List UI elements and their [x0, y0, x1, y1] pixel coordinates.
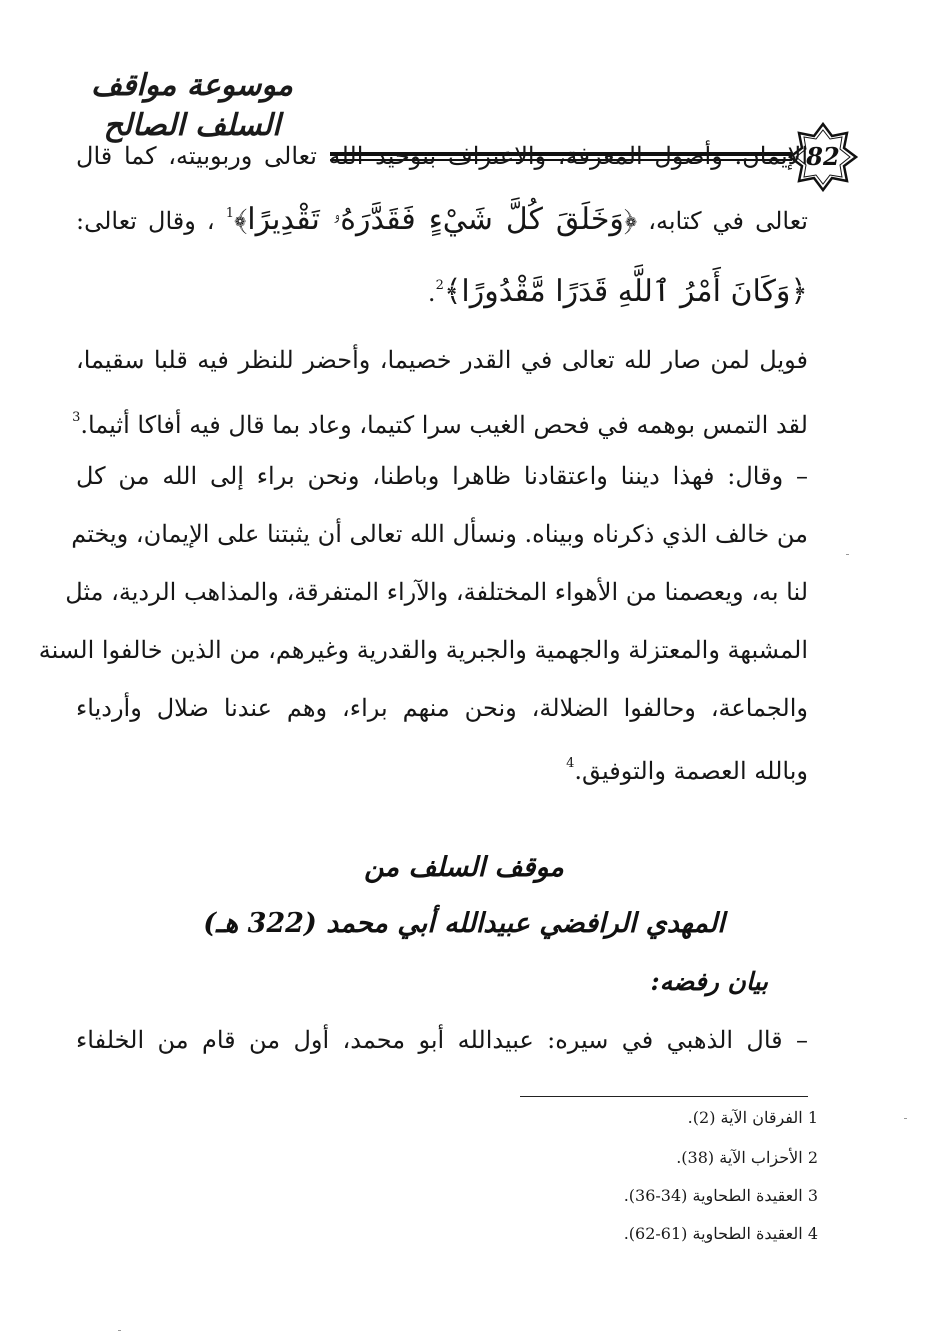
series-title: موسوعة مواقف السلف الصالح [91, 68, 293, 143]
subheading: بيان رفضه: [650, 967, 768, 996]
page-number: 82 [806, 142, 840, 171]
text-line: فويل لمن صار لله تعالى في القدر خصيما، وأحضر للنظر فيه قلبا سقيما، [76, 346, 808, 374]
footnote-number: 1 [807, 1108, 818, 1127]
footnote-rule [520, 1096, 808, 1097]
footnote-text: العقيدة الطحاوية (34-36). [623, 1186, 803, 1205]
text-line [76, 194, 808, 241]
text-line: والجماعة، وحالفوا الضلالة، ونحن منهم براء، وهم عندنا ضلال وأردياء [76, 694, 808, 722]
text-span: تعالى في كتابه، [648, 207, 808, 235]
footnote-number: 2 [807, 1148, 818, 1167]
text-line [72, 398, 808, 445]
text-line: الإيمان. وأصول المعرفة، والاعتراف بتوحيد الله تعالى وربوبيته، كما قال [76, 142, 808, 170]
footnote [624, 1222, 818, 1246]
footnote-number: 3 [807, 1186, 818, 1205]
footnote [688, 1106, 818, 1130]
text-line: – قال الذهبي في سيره: عبيدالله أبو محمد، أول من قام من الخلفاء [76, 1026, 808, 1054]
section-heading: موقف السلف من [364, 852, 564, 883]
text-line: لنا به، ويعصمنا من الأهواء المختلفة، والآراء المتفرقة، والمذاهب الردية، مثل [65, 578, 808, 606]
scan-speck [118, 1330, 121, 1331]
text-span: . [427, 279, 436, 307]
text-line: المشبهة والمعتزلة والجهمية والجبرية والقدرية وغيرهم، من الذين خالفوا السنة [38, 636, 808, 664]
scan-speck [904, 1118, 907, 1119]
text-line: من خالف الذي ذكرناه وبيناه. ونسأل الله تعالى أن يثبتنا على الإيمان، ويختم [71, 520, 808, 548]
footnote-ref: 4 [566, 756, 575, 771]
quran-verse: ﴿وَخَلَقَ كُلَّ شَيْءٍ فَقَدَّرَهُۥ تَقْدِيرًا﴾ [234, 202, 638, 237]
section-heading: المهدي الرافضي عبيدالله أبي محمد (322 هـ) [203, 908, 725, 939]
text-span: لقد التمس بوهمه في فحص الغيب سرا كتيما، وعاد بما قال فيه أفاكا أثيما. [80, 411, 808, 439]
text-span: ، وقال تعالى: [76, 207, 215, 235]
text-line: – وقال: فهذا ديننا واعتقادنا ظاهرا وباطنا، ونحن براء إلى الله من كل [76, 462, 808, 490]
footnote-ref: 1 [225, 206, 234, 221]
footnote-number: 4 [807, 1224, 818, 1243]
footnote [624, 1184, 818, 1208]
text-line [76, 266, 808, 313]
footnote [676, 1146, 818, 1170]
footnote-ref: 3 [72, 410, 81, 425]
footnote-ref: 2 [435, 278, 444, 293]
footnote-text: الأحزاب الآية (38). [676, 1148, 803, 1167]
quran-verse: ﴿وَكَانَ أَمْرُ ٱللَّهِ قَدَرًا مَّقْدُورًا﴾ [443, 274, 808, 309]
text-line [76, 744, 808, 791]
text-span: وبالله العصمة والتوفيق. [574, 757, 808, 785]
footnote-text: الفرقان الآية (2). [687, 1108, 803, 1127]
scan-speck [846, 554, 849, 555]
footnote-text: العقيدة الطحاوية (61-62). [623, 1224, 803, 1243]
